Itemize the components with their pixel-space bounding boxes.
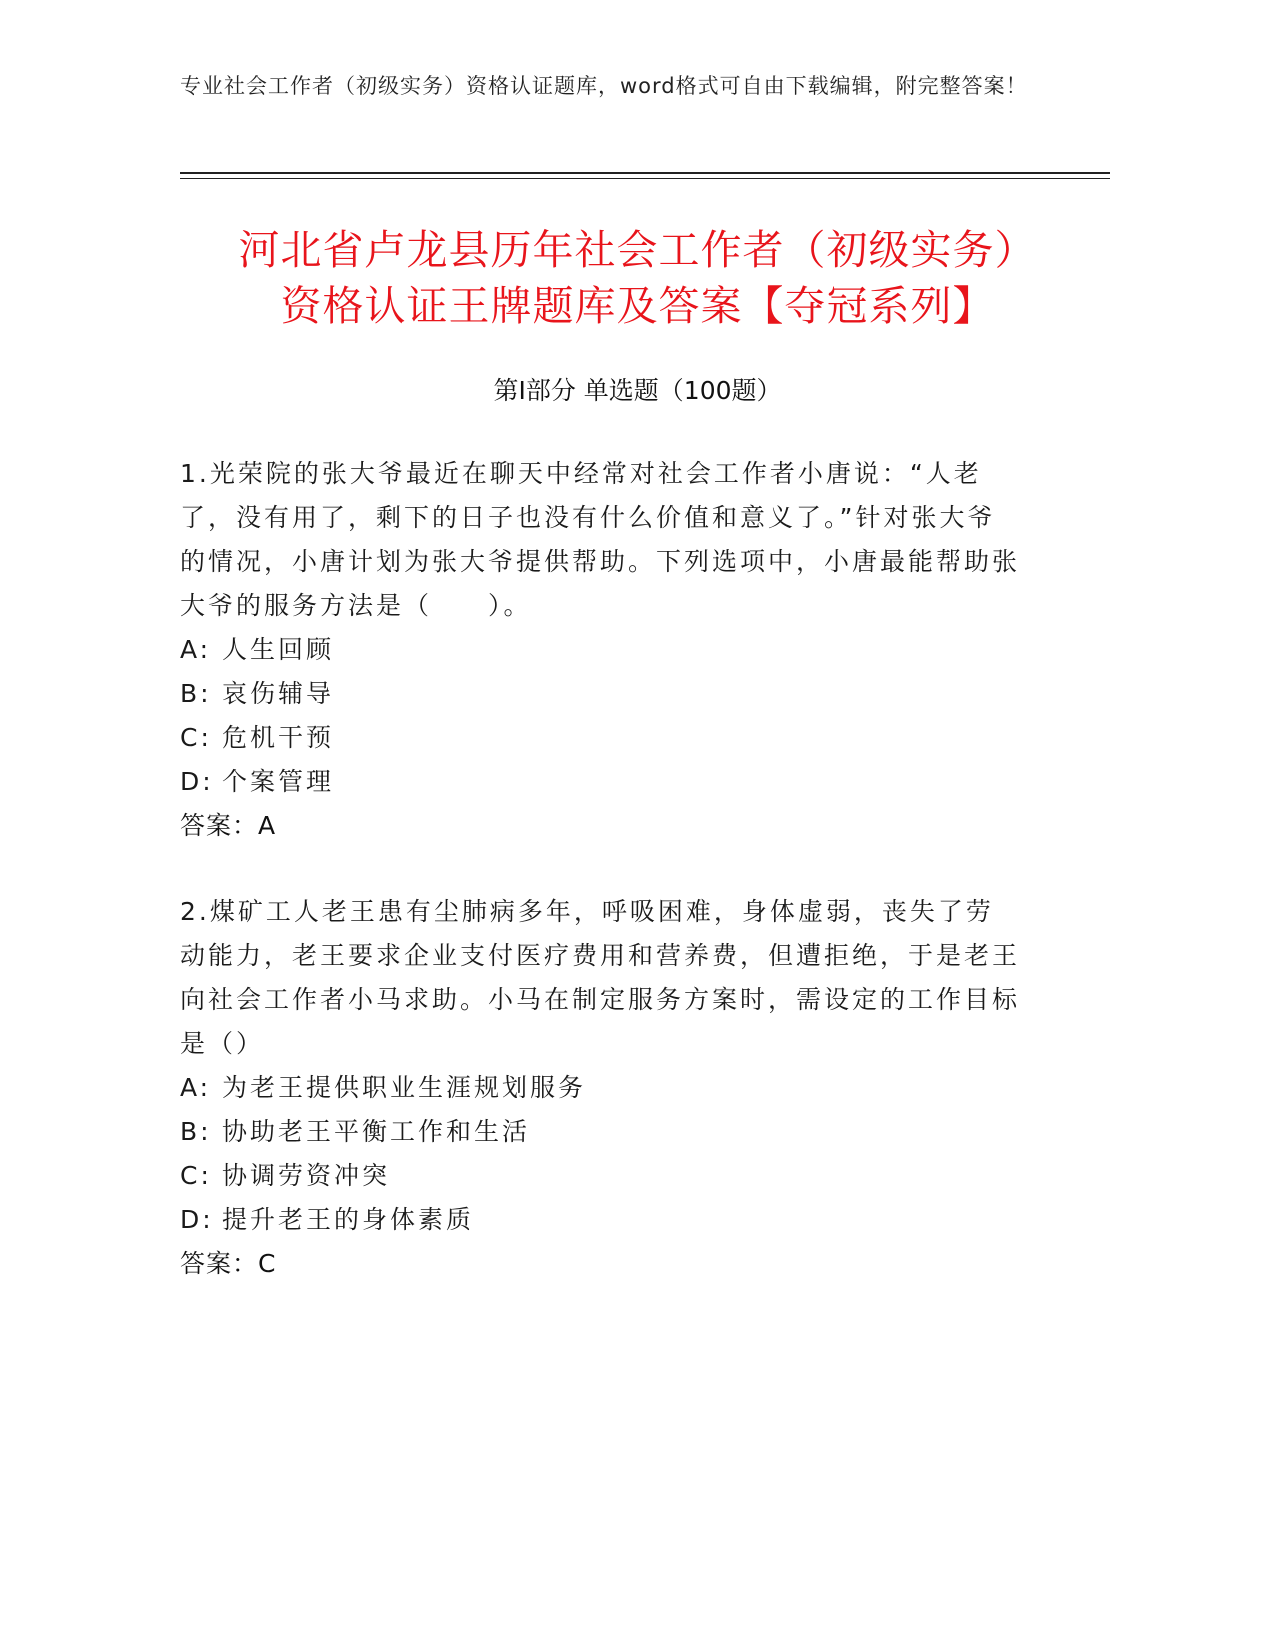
option-text: 提升老王的身体素质 [222,1205,475,1234]
option-letter: B: [180,1117,212,1146]
section-heading: 第Ⅰ部分 单选题（100题） [493,376,782,405]
answer-line: 答案：C [180,1249,277,1278]
header-note: 专业社会工作者（初级实务）资格认证题库，word格式可自由下载编辑，附完整答案！ [180,74,1028,98]
option-text: 人生回顾 [222,635,335,664]
option-a [180,628,1020,672]
header-divider-thick [180,172,1110,174]
option-c [180,1154,1020,1198]
document-title [140,222,1135,334]
option-letter: D: [180,1205,214,1234]
option-letter: A: [180,1073,212,1102]
answer-line: 答案：A [180,811,277,840]
option-c [180,716,1020,760]
option-text: 协助老王平衡工作和生活 [222,1117,531,1146]
option-letter: C: [180,1161,212,1190]
option-b [180,1110,1020,1154]
document-title-line-2: 资格认证王牌题库及答案【夺冠系列】 [280,282,995,330]
question-1 [180,452,1020,848]
question-2 [180,890,1020,1286]
option-d [180,1198,1020,1242]
option-letter: B: [180,679,212,708]
option-text: 哀伤辅导 [222,679,335,708]
question-stem: 2.煤矿工人老王患有尘肺病多年，呼吸困难，身体虚弱，丧失了劳动能力，老王要求企业支付医疗费用和营养费，但遭拒绝，于是老王向社会工作者小马求助。小马在制定服务方案时，需设定的工作目标是（） [180,897,1021,1058]
document-title-line-1: 河北省卢龙县历年社会工作者（初级实务） [238,226,1037,274]
option-text: 个案管理 [222,767,335,796]
option-d [180,760,1020,804]
option-letter: D: [180,767,214,796]
option-text: 为老王提供职业生涯规划服务 [222,1073,587,1102]
option-letter: C: [180,723,212,752]
option-text: 协调劳资冲突 [222,1161,391,1190]
option-b [180,672,1020,716]
option-text: 危机干预 [222,723,335,752]
header-divider-thin [180,178,1110,179]
option-a [180,1066,1020,1110]
option-letter: A: [180,635,212,664]
question-stem: 1.光荣院的张大爷最近在聊天中经常对社会工作者小唐说：“人老了，没有用了，剩下的日子也没有什么价值和意义了。”针对张大爷的情况，小唐计划为张大爷提供帮助。下列选项中，小唐最能帮助张大爷的服务方法是（ ）。 [180,459,1021,620]
